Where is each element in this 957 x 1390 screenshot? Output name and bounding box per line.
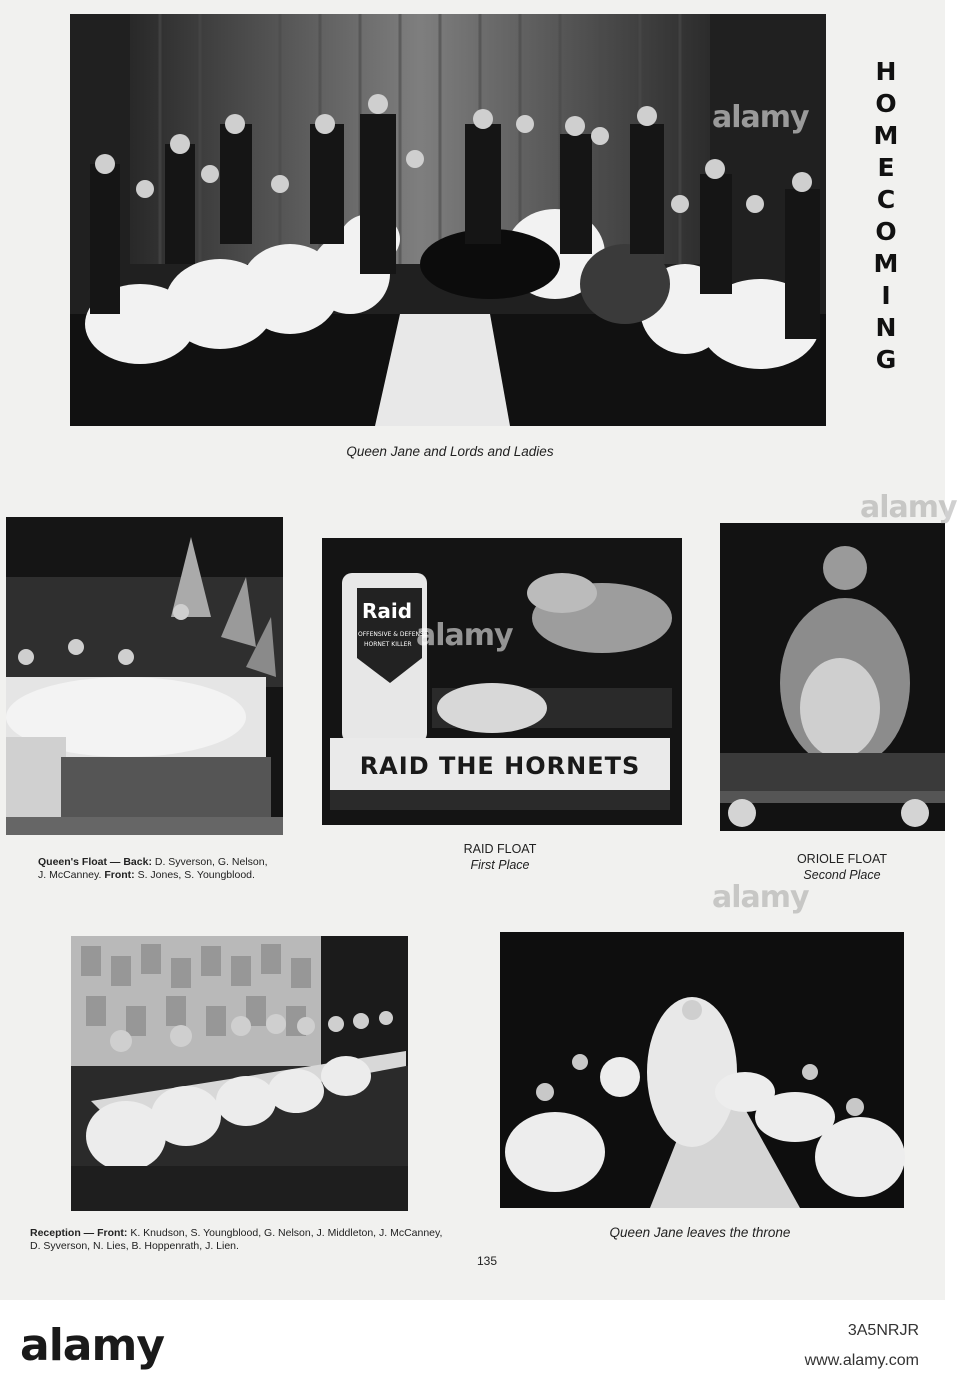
- title-letter: E: [877, 153, 895, 182]
- title-letter: M: [873, 121, 899, 150]
- throne-caption: Queen Jane leaves the throne: [609, 1225, 791, 1240]
- title-letter: M: [873, 249, 899, 278]
- raid-can-sub: OFFENSIVE & DEFENSE: [358, 631, 428, 638]
- watermark-main: alamy: [712, 100, 809, 135]
- title-letter: C: [876, 185, 896, 214]
- raid-float-title: RAID FLOAT: [463, 842, 537, 856]
- queens-float-back-names: D. Syverson, G. Nelson, J. McCanney.: [38, 856, 268, 881]
- raid-float-photo: [322, 538, 682, 825]
- footer-url: www.alamy.com: [804, 1352, 919, 1369]
- queens-float-photo: [6, 517, 283, 835]
- oriole-float-place: Second Place: [803, 868, 881, 882]
- image-id: 3A5NRJR: [847, 1322, 919, 1339]
- queens-float-caption: [38, 856, 278, 882]
- reception-photo: [71, 936, 408, 1211]
- queens-float-front-label: Front:: [104, 869, 135, 881]
- reception-caption: [30, 1227, 450, 1253]
- main-photo-queen-court: [70, 14, 826, 426]
- raid-banner-text: RAID THE HORNETS: [359, 752, 641, 780]
- queens-float-front-names: S. Jones, S. Youngblood.: [134, 869, 255, 881]
- watermark-raid: alamy: [416, 618, 513, 653]
- title-letter: I: [881, 281, 891, 310]
- reception-label: Reception — Front:: [30, 1227, 128, 1239]
- title-letter: H: [875, 57, 897, 86]
- title-letter: G: [875, 345, 897, 374]
- oriole-float-title: ORIOLE FLOAT: [796, 852, 888, 866]
- main-photo-caption: Queen Jane and Lords and Ladies: [346, 444, 554, 459]
- raid-can-sub2: HORNET KILLER: [364, 641, 412, 648]
- watermark-middle: alamy: [712, 880, 809, 915]
- queens-float-label: Queen's Float — Back:: [38, 856, 152, 868]
- oriole-float-photo: [720, 523, 945, 831]
- raid-can-label: Raid: [362, 599, 413, 623]
- raid-float-place: First Place: [470, 858, 530, 872]
- homecoming-title: [862, 56, 910, 376]
- throne-photo: [500, 932, 904, 1208]
- title-letter: N: [875, 313, 897, 342]
- raid-float-caption: [420, 841, 580, 873]
- oriole-float-caption: [762, 851, 922, 883]
- reception-names: K. Knudson, S. Youngblood, G. Nelson, J. Middleton, J. McCanney, D. Syverson, N. Lies, B. Hoppenrath, J. Lien.: [30, 1227, 443, 1252]
- title-letter: O: [875, 217, 897, 246]
- title-letter: O: [875, 89, 897, 118]
- watermark-right: alamy: [860, 490, 957, 525]
- alamy-logo: alamy: [20, 1320, 164, 1371]
- stock-footer: [0, 1300, 945, 1390]
- page-number: 135: [476, 1254, 498, 1268]
